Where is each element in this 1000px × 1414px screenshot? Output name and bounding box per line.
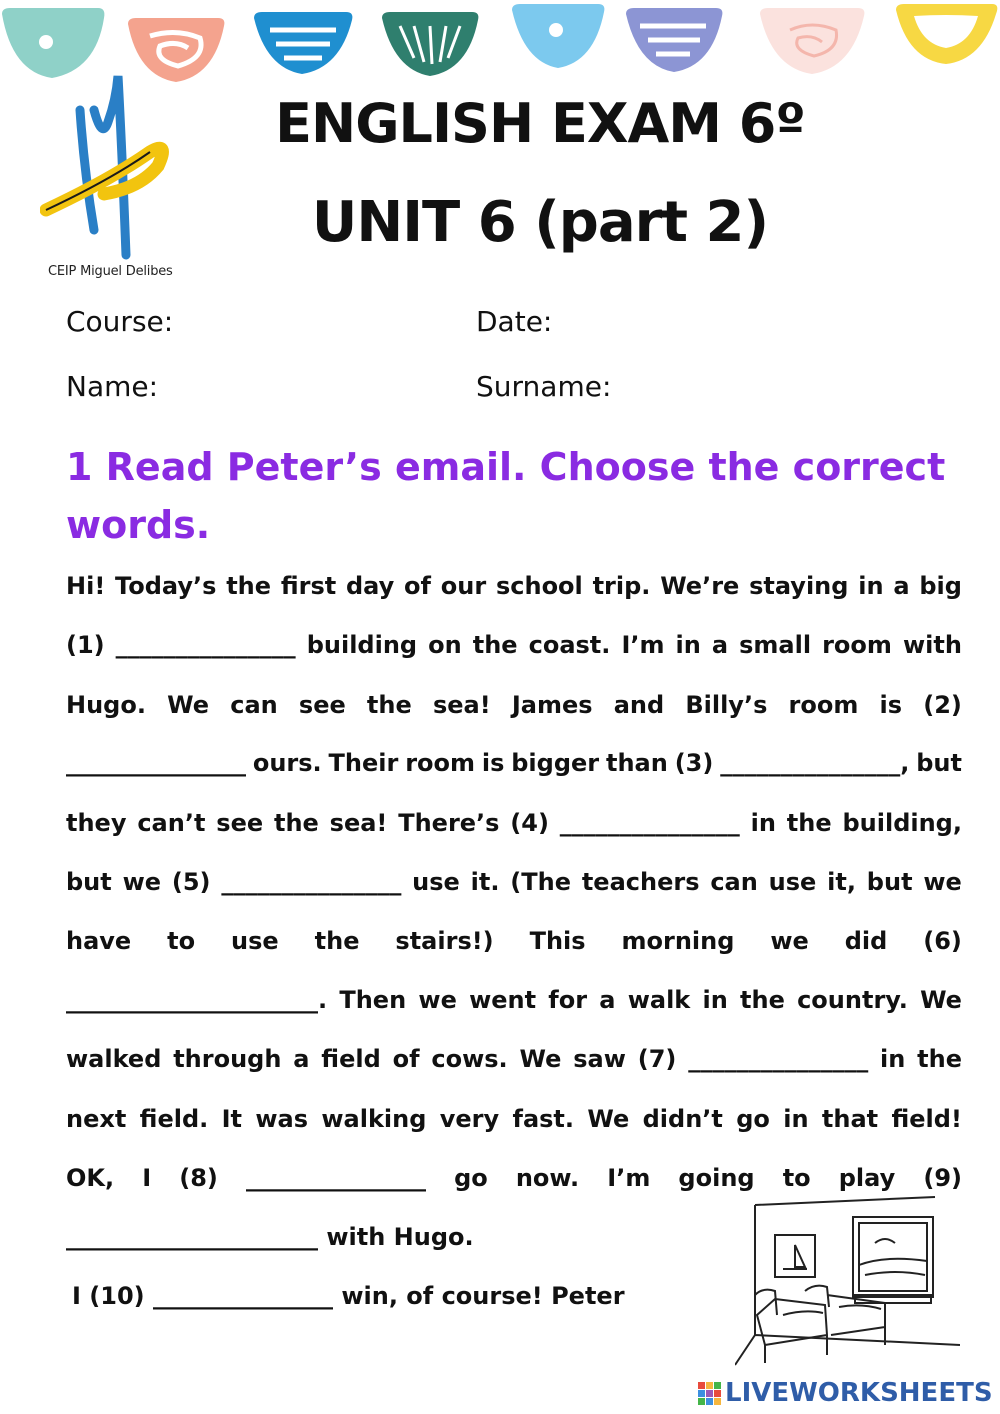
email-word: trip. xyxy=(592,572,651,600)
page-title: ENGLISH EXAM 6º xyxy=(275,92,805,155)
email-word: walked xyxy=(66,1045,162,1073)
answer-blank[interactable]: _______________ xyxy=(115,631,296,659)
email-word: stairs!) xyxy=(395,927,494,955)
email-word: Hi! xyxy=(66,572,106,600)
email-word: This xyxy=(529,927,586,955)
email-line xyxy=(66,926,962,956)
email-word: country. xyxy=(797,986,908,1014)
email-word: room xyxy=(822,631,892,659)
email-word: is xyxy=(481,749,505,777)
email-word: very xyxy=(439,1105,500,1133)
email-word: building, xyxy=(842,809,962,837)
email-word: (9) xyxy=(923,1164,962,1192)
email-word: we xyxy=(770,927,809,955)
email-word: We xyxy=(587,1105,630,1133)
email-word: ours. xyxy=(252,749,322,777)
email-word: a xyxy=(293,1045,310,1073)
email-word: staying xyxy=(749,572,849,600)
email-line xyxy=(66,630,962,660)
email-line xyxy=(66,1163,962,1193)
email-word: with xyxy=(902,631,962,659)
email-word: (4) xyxy=(510,809,549,837)
email-word: teachers xyxy=(581,868,700,896)
email-line: I (10) _______________ win, of course! Peter xyxy=(72,1282,625,1310)
email-word: it, xyxy=(827,868,856,896)
email-word: go xyxy=(454,1164,488,1192)
email-word: to xyxy=(167,927,196,955)
email-word: than xyxy=(606,749,668,777)
exercise-instruction: 1 Read Peter’s email. Choose the correct words. xyxy=(66,445,946,547)
email-word: school xyxy=(495,572,583,600)
bowl-icon xyxy=(382,12,478,76)
email-word: the xyxy=(314,927,360,955)
email-word: see xyxy=(298,691,346,719)
email-word: the xyxy=(472,631,518,659)
date-label: Date: xyxy=(476,305,553,338)
email-word: in xyxy=(675,631,701,659)
email-word: (2) xyxy=(923,691,962,719)
email-word: for xyxy=(548,986,588,1014)
email-line xyxy=(66,985,962,1015)
email-word: room xyxy=(405,749,476,777)
email-word: a xyxy=(711,631,729,659)
email-word: go xyxy=(736,1105,770,1133)
email-word: went xyxy=(469,986,537,1014)
email-word: We xyxy=(167,691,210,719)
email-word: in xyxy=(783,1105,809,1133)
email-word: small xyxy=(739,631,812,659)
email-word: of xyxy=(404,572,431,600)
email-word: (8) xyxy=(179,1164,218,1192)
email-word: (1) xyxy=(66,631,105,659)
email-line xyxy=(66,748,962,778)
email-word: did xyxy=(844,927,888,955)
email-word: building xyxy=(306,631,418,659)
name-label: Name: xyxy=(66,370,159,403)
email-word: we xyxy=(923,868,962,896)
email-word: coast. xyxy=(528,631,611,659)
email-word: walk xyxy=(627,986,691,1014)
email-word: is xyxy=(879,691,903,719)
email-word: We xyxy=(519,1045,562,1073)
email-word: We xyxy=(920,986,962,1014)
answer-blank[interactable]: _____________________. xyxy=(66,986,328,1014)
email-word: Billy’s xyxy=(685,691,768,719)
email-word: big xyxy=(919,572,962,600)
email-word: can xyxy=(230,691,278,719)
brand-name: LIVEWORKSHEETS xyxy=(725,1378,993,1408)
email-word: but xyxy=(66,868,112,896)
email-word: field xyxy=(321,1045,381,1073)
email-word: (3) xyxy=(674,749,714,777)
email-word: (6) xyxy=(923,927,962,955)
email-word: can’t xyxy=(137,809,206,837)
email-word: bigger xyxy=(511,749,600,777)
email-word: cows. xyxy=(431,1045,508,1073)
logo-label: CEIP Miguel Delibes xyxy=(48,264,173,279)
email-word: the xyxy=(917,1045,962,1073)
email-word: we xyxy=(122,868,162,896)
email-word: walking xyxy=(321,1105,427,1133)
email-word: of xyxy=(392,1045,420,1073)
email-word: I’m xyxy=(607,1164,651,1192)
email-word: they xyxy=(66,809,127,837)
email-word: a xyxy=(893,572,910,600)
page-subtitle: UNIT 6 (part 2) xyxy=(311,190,769,255)
email-word: day xyxy=(345,572,395,600)
answer-blank[interactable]: _______________ xyxy=(688,1045,869,1073)
email-word: on xyxy=(428,631,462,659)
email-word: but xyxy=(916,749,962,777)
email-line: _____________________ with Hugo. xyxy=(66,1223,474,1251)
email-word: field! xyxy=(891,1105,962,1133)
email-word: use xyxy=(412,868,460,896)
liveworksheets-logo xyxy=(698,1378,993,1408)
email-word: didn’t xyxy=(642,1105,723,1133)
email-word: in xyxy=(750,809,776,837)
email-word: in xyxy=(858,572,884,600)
email-word: (7) xyxy=(637,1045,677,1073)
email-word: the xyxy=(366,691,412,719)
answer-blank[interactable]: _______________ xyxy=(559,809,740,837)
email-word: but xyxy=(866,868,913,896)
email-word: It xyxy=(221,1105,243,1133)
email-word: saw xyxy=(573,1045,626,1073)
school-logo xyxy=(40,70,190,285)
email-line xyxy=(66,808,962,838)
email-word: it. xyxy=(470,868,500,896)
email-word: Hugo. xyxy=(66,691,146,719)
email-word: the xyxy=(786,809,832,837)
bowl-icon xyxy=(896,4,997,64)
bowl-icon xyxy=(2,8,104,78)
email-line xyxy=(66,1104,962,1134)
email-word: room xyxy=(788,691,859,719)
course-label: Course: xyxy=(66,305,174,338)
email-line xyxy=(66,867,962,897)
bowl-icon xyxy=(626,8,722,72)
answer-blank[interactable]: _______________ xyxy=(245,1164,426,1192)
email-word: sea! xyxy=(329,809,388,837)
email-word: There’s xyxy=(398,809,500,837)
email-word: Today’s xyxy=(115,572,217,600)
email-word: a xyxy=(599,986,616,1014)
bedroom-illustration xyxy=(735,1195,960,1375)
email-line xyxy=(66,1044,962,1074)
email-word: the xyxy=(273,809,319,837)
answer-blank[interactable]: _______________ xyxy=(221,868,402,896)
email-word: have xyxy=(66,927,132,955)
surname-label: Surname: xyxy=(476,370,612,403)
email-line xyxy=(66,571,962,601)
email-word: through xyxy=(173,1045,282,1073)
answer-blank[interactable]: _______________, xyxy=(720,749,910,777)
email-word: OK, xyxy=(66,1164,115,1192)
email-word: in xyxy=(702,986,728,1014)
email-word: sea! xyxy=(432,691,491,719)
bowl-icon xyxy=(512,4,604,68)
email-word: we xyxy=(418,986,457,1014)
email-word: was xyxy=(255,1105,309,1133)
email-word: can xyxy=(710,868,758,896)
email-word: see xyxy=(216,809,264,837)
email-word: the xyxy=(226,572,272,600)
bowl-icon xyxy=(760,8,864,74)
answer-blank[interactable]: _______________ xyxy=(66,749,246,777)
email-word: morning xyxy=(621,927,735,955)
email-word: We’re xyxy=(660,572,740,600)
email-word: James xyxy=(511,691,593,719)
email-word: Then xyxy=(339,986,407,1014)
email-word: to xyxy=(782,1164,811,1192)
email-word: now. xyxy=(515,1164,580,1192)
email-word: that xyxy=(821,1105,879,1133)
email-word: next xyxy=(66,1105,127,1133)
bowl-icon xyxy=(254,12,352,74)
email-word: I’m xyxy=(621,631,665,659)
email-word: in xyxy=(880,1045,906,1073)
email-word: use xyxy=(231,927,279,955)
email-word: fast. xyxy=(512,1105,575,1133)
email-word: (5) xyxy=(171,868,211,896)
email-line xyxy=(66,690,962,720)
email-word: I xyxy=(142,1164,152,1192)
email-word: going xyxy=(678,1164,755,1192)
email-word: play xyxy=(838,1164,896,1192)
email-word: our xyxy=(440,572,487,600)
email-word: Their xyxy=(328,749,399,777)
email-word: (The xyxy=(510,868,571,896)
email-word: the xyxy=(740,986,785,1014)
email-word: and xyxy=(613,691,665,719)
email-word: use xyxy=(768,868,817,896)
email-word: first xyxy=(280,572,337,600)
brand-grid-icon xyxy=(698,1382,721,1405)
email-word: field. xyxy=(139,1105,209,1133)
